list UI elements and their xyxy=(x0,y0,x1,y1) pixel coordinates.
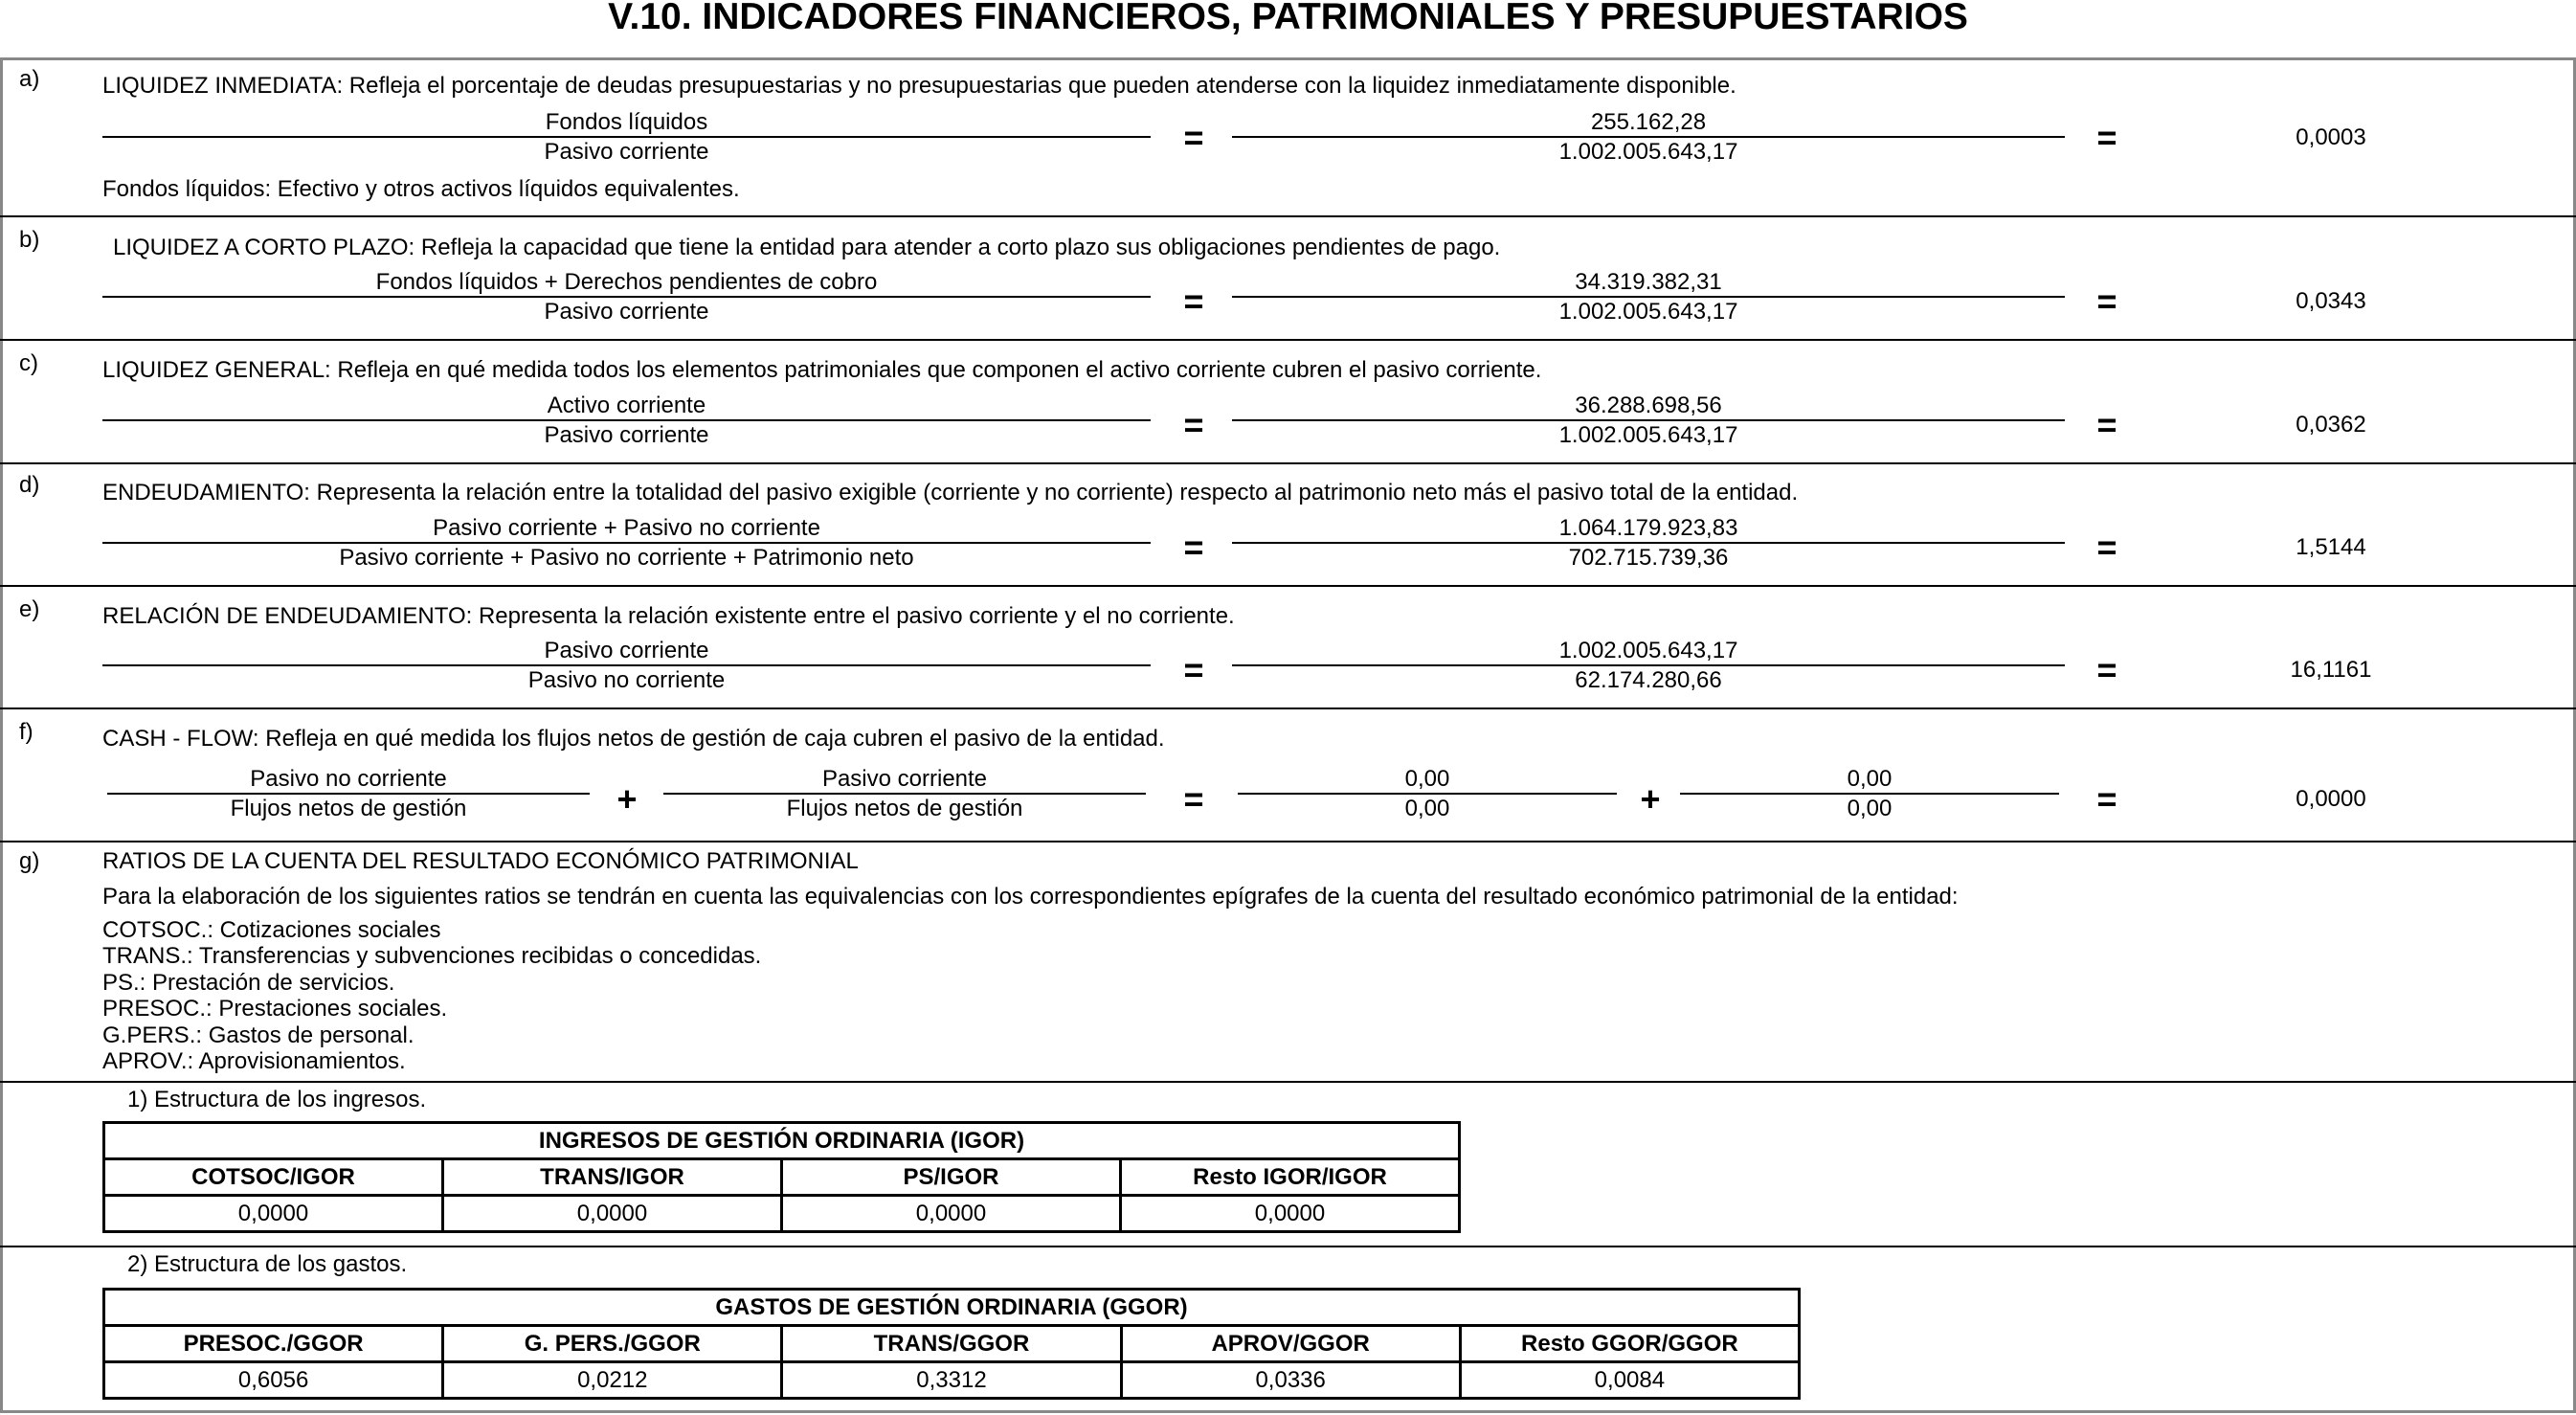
formula-denominator: Pasivo no corriente xyxy=(527,667,726,693)
formula-denominator: Pasivo corriente xyxy=(544,299,709,325)
section-label: b) xyxy=(19,227,40,253)
table-cell: 0,3312 xyxy=(782,1362,1121,1399)
numerator-value: 0,00 xyxy=(1404,766,1450,792)
formula-fraction-2 xyxy=(663,766,1146,822)
formula-numerator: Fondos líquidos + Derechos pendientes de cobro xyxy=(375,269,878,295)
column-header: TRANS/GGOR xyxy=(782,1326,1121,1362)
column-header: COTSOC/IGOR xyxy=(104,1159,443,1196)
divider xyxy=(0,462,2576,464)
equals-sign: = xyxy=(1183,405,1204,444)
section-description: LIQUIDEZ A CORTO PLAZO: Refleja la capacidad que tiene la entidad para atender a corto plazo sus obligaciones pendientes de pago. xyxy=(113,235,1501,260)
section-intro: Para la elaboración de los siguientes ratios se tendrán en cuenta las equivalencias con los correspondientes epígrafes de la cuenta del resultado económico patrimonial de la entidad: xyxy=(102,884,1959,910)
equals-sign: = xyxy=(2096,281,2117,321)
formula-fraction-1 xyxy=(107,766,590,822)
formula-denominator: Flujos netos de gestión xyxy=(230,796,467,821)
section-description: LIQUIDEZ INMEDIATA: Refleja el porcentaje de deudas presupuestarias y no presupuestarias que pueden atenderse con la liquidez inmediatamente disponible. xyxy=(102,73,1736,99)
ratio-result: 0,0362 xyxy=(2296,412,2366,438)
abbreviation-def: APROV.: Aprovisionamientos. xyxy=(102,1048,406,1074)
numerator-value: 1.002.005.643,17 xyxy=(1558,638,1738,663)
fraction-bar xyxy=(1232,542,2065,544)
formula-fraction xyxy=(102,269,1151,326)
column-header: Resto GGOR/GGOR xyxy=(1460,1326,1799,1362)
column-header: Resto IGOR/IGOR xyxy=(1121,1159,1460,1196)
numerator-value: 255.162,28 xyxy=(1590,109,1707,135)
ingresos-caption: 1) Estructura de los ingresos. xyxy=(127,1087,427,1112)
formula-fraction xyxy=(102,515,1151,572)
section-description: ENDEUDAMIENTO: Representa la relación entre la totalidad del pasivo exigible (corriente y no corriente) respecto al patrimonio neto más el pasivo total de la entidad. xyxy=(102,480,1799,505)
column-header: G. PERS./GGOR xyxy=(443,1326,782,1362)
value-fraction-1 xyxy=(1238,766,1617,822)
formula-fraction xyxy=(102,638,1151,694)
section-label: d) xyxy=(19,472,40,498)
ingresos-table xyxy=(102,1121,1461,1233)
abbreviation-def: G.PERS.: Gastos de personal. xyxy=(102,1022,414,1048)
equals-sign: = xyxy=(2096,779,2117,819)
value-fraction-2 xyxy=(1680,766,2059,822)
fraction-bar xyxy=(107,793,590,795)
divider xyxy=(0,841,2576,842)
divider xyxy=(0,1246,2576,1247)
equals-sign: = xyxy=(1183,281,1204,321)
column-header: PS/IGOR xyxy=(782,1159,1121,1196)
fraction-bar xyxy=(1232,296,2065,298)
ratio-result: 0,0343 xyxy=(2296,288,2366,314)
numerator-value: 1.064.179.923,83 xyxy=(1558,515,1738,541)
section-label: a) xyxy=(19,66,40,92)
equals-sign: = xyxy=(1183,528,1204,567)
section-label: g) xyxy=(19,848,40,874)
formula-denominator: Pasivo corriente + Pasivo no corriente + Patrimonio neto xyxy=(339,545,914,571)
formula-numerator: Activo corriente xyxy=(547,393,706,418)
divider xyxy=(0,339,2576,341)
numerator-value: 36.288.698,56 xyxy=(1575,393,1722,418)
value-fraction xyxy=(1232,515,2065,572)
denominator-value: 0,00 xyxy=(1847,796,1893,821)
section-description: CASH - FLOW: Refleja en qué medida los flujos netos de gestión de caja cubren el pasivo de la entidad. xyxy=(102,726,1165,752)
equals-sign: = xyxy=(1183,779,1204,819)
table-cell: 0,0000 xyxy=(1121,1196,1460,1232)
section-label: e) xyxy=(19,596,40,622)
formula-denominator: Flujos netos de gestión xyxy=(786,796,1023,821)
table-cell: 0,0000 xyxy=(104,1196,443,1232)
formula-numerator: Pasivo corriente xyxy=(544,638,709,663)
section-label: c) xyxy=(19,350,38,376)
ratio-result: 0,0003 xyxy=(2296,124,2366,150)
equals-sign: = xyxy=(2096,528,2117,567)
table-cell: 0,6056 xyxy=(104,1362,443,1399)
page-title: V.10. INDICADORES FINANCIEROS, PATRIMONIALES Y PRESUPUESTARIOS xyxy=(608,0,1968,37)
formula-fraction xyxy=(102,393,1151,449)
denominator-value: 62.174.280,66 xyxy=(1575,667,1722,693)
abbreviation-def: PRESOC.: Prestaciones sociales. xyxy=(102,996,448,1022)
divider xyxy=(0,215,2576,217)
fraction-bar xyxy=(102,296,1151,298)
formula-denominator: Pasivo corriente xyxy=(544,139,709,165)
table-header: GASTOS DE GESTIÓN ORDINARIA (GGOR) xyxy=(104,1290,1800,1326)
fraction-bar xyxy=(1238,793,1617,795)
column-header: APROV/GGOR xyxy=(1121,1326,1460,1362)
fraction-bar xyxy=(102,664,1151,666)
table-header: INGRESOS DE GESTIÓN ORDINARIA (IGOR) xyxy=(104,1123,1460,1159)
ratio-result: 0,0000 xyxy=(2296,786,2366,812)
fraction-bar xyxy=(1680,793,2059,795)
denominator-value: 1.002.005.643,17 xyxy=(1558,299,1738,325)
formula-numerator: Fondos líquidos xyxy=(545,109,708,135)
value-fraction xyxy=(1232,393,2065,449)
equals-sign: = xyxy=(1183,118,1204,157)
fraction-bar xyxy=(1232,136,2065,138)
ratio-result: 1,5144 xyxy=(2296,534,2366,560)
table-cell: 0,0084 xyxy=(1460,1362,1799,1399)
table-cell: 0,0000 xyxy=(443,1196,782,1232)
divider xyxy=(0,708,2576,709)
divider xyxy=(0,585,2576,587)
section-label: f) xyxy=(19,719,34,745)
denominator-value: 0,00 xyxy=(1404,796,1450,821)
plus-sign: + xyxy=(1640,779,1661,819)
fraction-bar xyxy=(1232,419,2065,421)
abbreviation-def: PS.: Prestación de servicios. xyxy=(102,970,395,996)
formula-numerator: Pasivo no corriente xyxy=(250,766,447,792)
numerator-value: 0,00 xyxy=(1847,766,1893,792)
section-note: Fondos líquidos: Efectivo y otros activos líquidos equivalentes. xyxy=(102,176,740,202)
divider xyxy=(0,1081,2576,1083)
numerator-value: 34.319.382,31 xyxy=(1575,269,1722,295)
fraction-bar xyxy=(663,793,1146,795)
column-header: TRANS/IGOR xyxy=(443,1159,782,1196)
abbreviation-def: TRANS.: Transferencias y subvenciones recibidas o concedidas. xyxy=(102,943,762,969)
formula-numerator: Pasivo corriente xyxy=(821,766,988,792)
equals-sign: = xyxy=(1183,650,1204,689)
section-description: LIQUIDEZ GENERAL: Refleja en qué medida todos los elementos patrimoniales que componen el activo corriente cubren el pasivo corriente. xyxy=(102,357,1542,383)
plus-sign: + xyxy=(616,779,638,819)
denominator-value: 1.002.005.643,17 xyxy=(1558,422,1738,448)
gastos-table xyxy=(102,1288,1801,1400)
formula-denominator: Pasivo corriente xyxy=(544,422,709,448)
denominator-value: 1.002.005.643,17 xyxy=(1558,139,1738,165)
formula-fraction xyxy=(102,109,1151,166)
fraction-bar xyxy=(1232,664,2065,666)
fraction-bar xyxy=(102,419,1151,421)
equals-sign: = xyxy=(2096,405,2117,444)
formula-numerator: Pasivo corriente + Pasivo no corriente xyxy=(433,515,820,541)
gastos-caption: 2) Estructura de los gastos. xyxy=(127,1251,408,1277)
fraction-bar xyxy=(102,136,1151,138)
table-cell: 0,0000 xyxy=(782,1196,1121,1232)
denominator-value: 702.715.739,36 xyxy=(1568,545,1729,571)
fraction-bar xyxy=(102,542,1151,544)
section-description: RELACIÓN DE ENDEUDAMIENTO: Representa la relación existente entre el pasivo corriente y el no corriente. xyxy=(102,603,1235,629)
table-cell: 0,0212 xyxy=(443,1362,782,1399)
ratio-result: 16,1161 xyxy=(2290,657,2372,683)
abbreviation-def: COTSOC.: Cotizaciones sociales xyxy=(102,917,441,943)
value-fraction xyxy=(1232,269,2065,326)
value-fraction xyxy=(1232,638,2065,694)
table-cell: 0,0336 xyxy=(1121,1362,1460,1399)
equals-sign: = xyxy=(2096,650,2117,689)
value-fraction xyxy=(1232,109,2065,166)
section-heading: RATIOS DE LA CUENTA DEL RESULTADO ECONÓMICO PATRIMONIAL xyxy=(102,848,859,874)
column-header: PRESOC./GGOR xyxy=(104,1326,443,1362)
equals-sign: = xyxy=(2096,118,2117,157)
